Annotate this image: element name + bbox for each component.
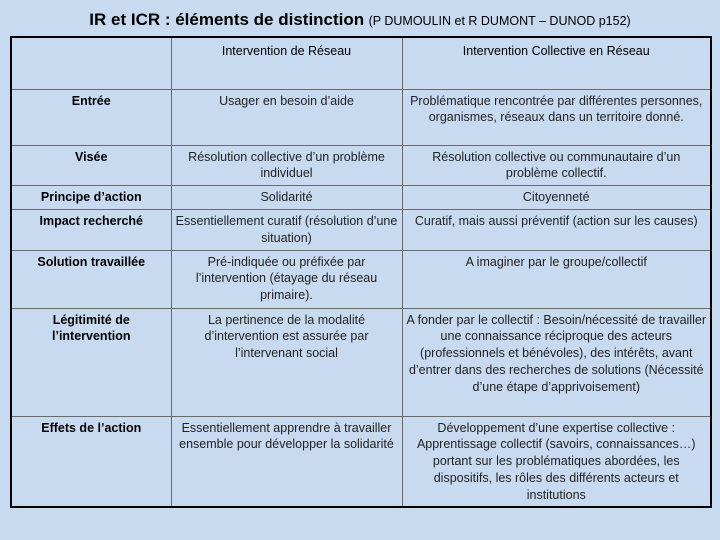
cell-icr: A fonder par le collectif : Besoin/nécessité de travailler une connaissance réciproque des acteurs (professionnels et bénévoles), des intérêts, avant d’entrer dans des recherches de solutions (Nécessité d’une étape d’apprivoisement)	[402, 308, 711, 416]
table-row	[11, 250, 711, 308]
table-row	[11, 145, 711, 186]
cell-icr: Développement d’une expertise collective : Apprentissage collectif (savoirs, connaissances…) portant sur les problématiques abordées, les dispositifs, les rôles des différents acteurs et institutions	[402, 416, 711, 507]
cell-ir: La pertinence de la modalité d’intervention est assurée par l’intervenant social	[171, 308, 402, 416]
cell-icr: Citoyenneté	[402, 186, 711, 210]
table-row	[11, 416, 711, 507]
cell-icr: Résolution collective ou communautaire d’un problème collectif.	[402, 145, 711, 186]
cell-ir: Essentiellement apprendre à travailler ensemble pour développer la solidarité	[171, 416, 402, 507]
cell-ir: Solidarité	[171, 186, 402, 210]
cell-ir: Essentiellement curatif (résolution d’une situation)	[171, 210, 402, 251]
cell-ir: Pré-indiquée ou préfixée par l’intervention (étayage du réseau primaire).	[171, 250, 402, 308]
row-label: Entrée	[11, 89, 171, 145]
row-label: Légitimité de l’intervention	[11, 308, 171, 416]
table-row	[11, 308, 711, 416]
cell-ir: Usager en besoin d’aide	[171, 89, 402, 145]
table-row	[11, 186, 711, 210]
slide-title	[0, 10, 720, 30]
cell-icr: Problématique rencontrée par différentes personnes, organismes, réseaux dans un territoire donné.	[402, 89, 711, 145]
header-icr: Intervention Collective en Réseau	[402, 37, 711, 89]
row-label: Visée	[11, 145, 171, 186]
row-label: Principe d’action	[11, 186, 171, 210]
title-main: IR et ICR : éléments de distinction	[89, 10, 365, 29]
table-row	[11, 89, 711, 145]
row-label: Solution travaillée	[11, 250, 171, 308]
cell-icr: Curatif, mais aussi préventif (action sur les causes)	[402, 210, 711, 251]
cell-icr: A imaginer par le groupe/collectif	[402, 250, 711, 308]
title-source: (P DUMOULIN et R DUMONT – DUNOD p152)	[368, 14, 631, 28]
row-label: Effets de l’action	[11, 416, 171, 507]
comparison-table	[10, 36, 712, 508]
table-row	[11, 210, 711, 251]
header-ir: Intervention de Réseau	[171, 37, 402, 89]
header-row	[11, 37, 711, 89]
cell-ir: Résolution collective d’un problème individuel	[171, 145, 402, 186]
header-empty-cell	[11, 37, 171, 89]
row-label: Impact recherché	[11, 210, 171, 251]
